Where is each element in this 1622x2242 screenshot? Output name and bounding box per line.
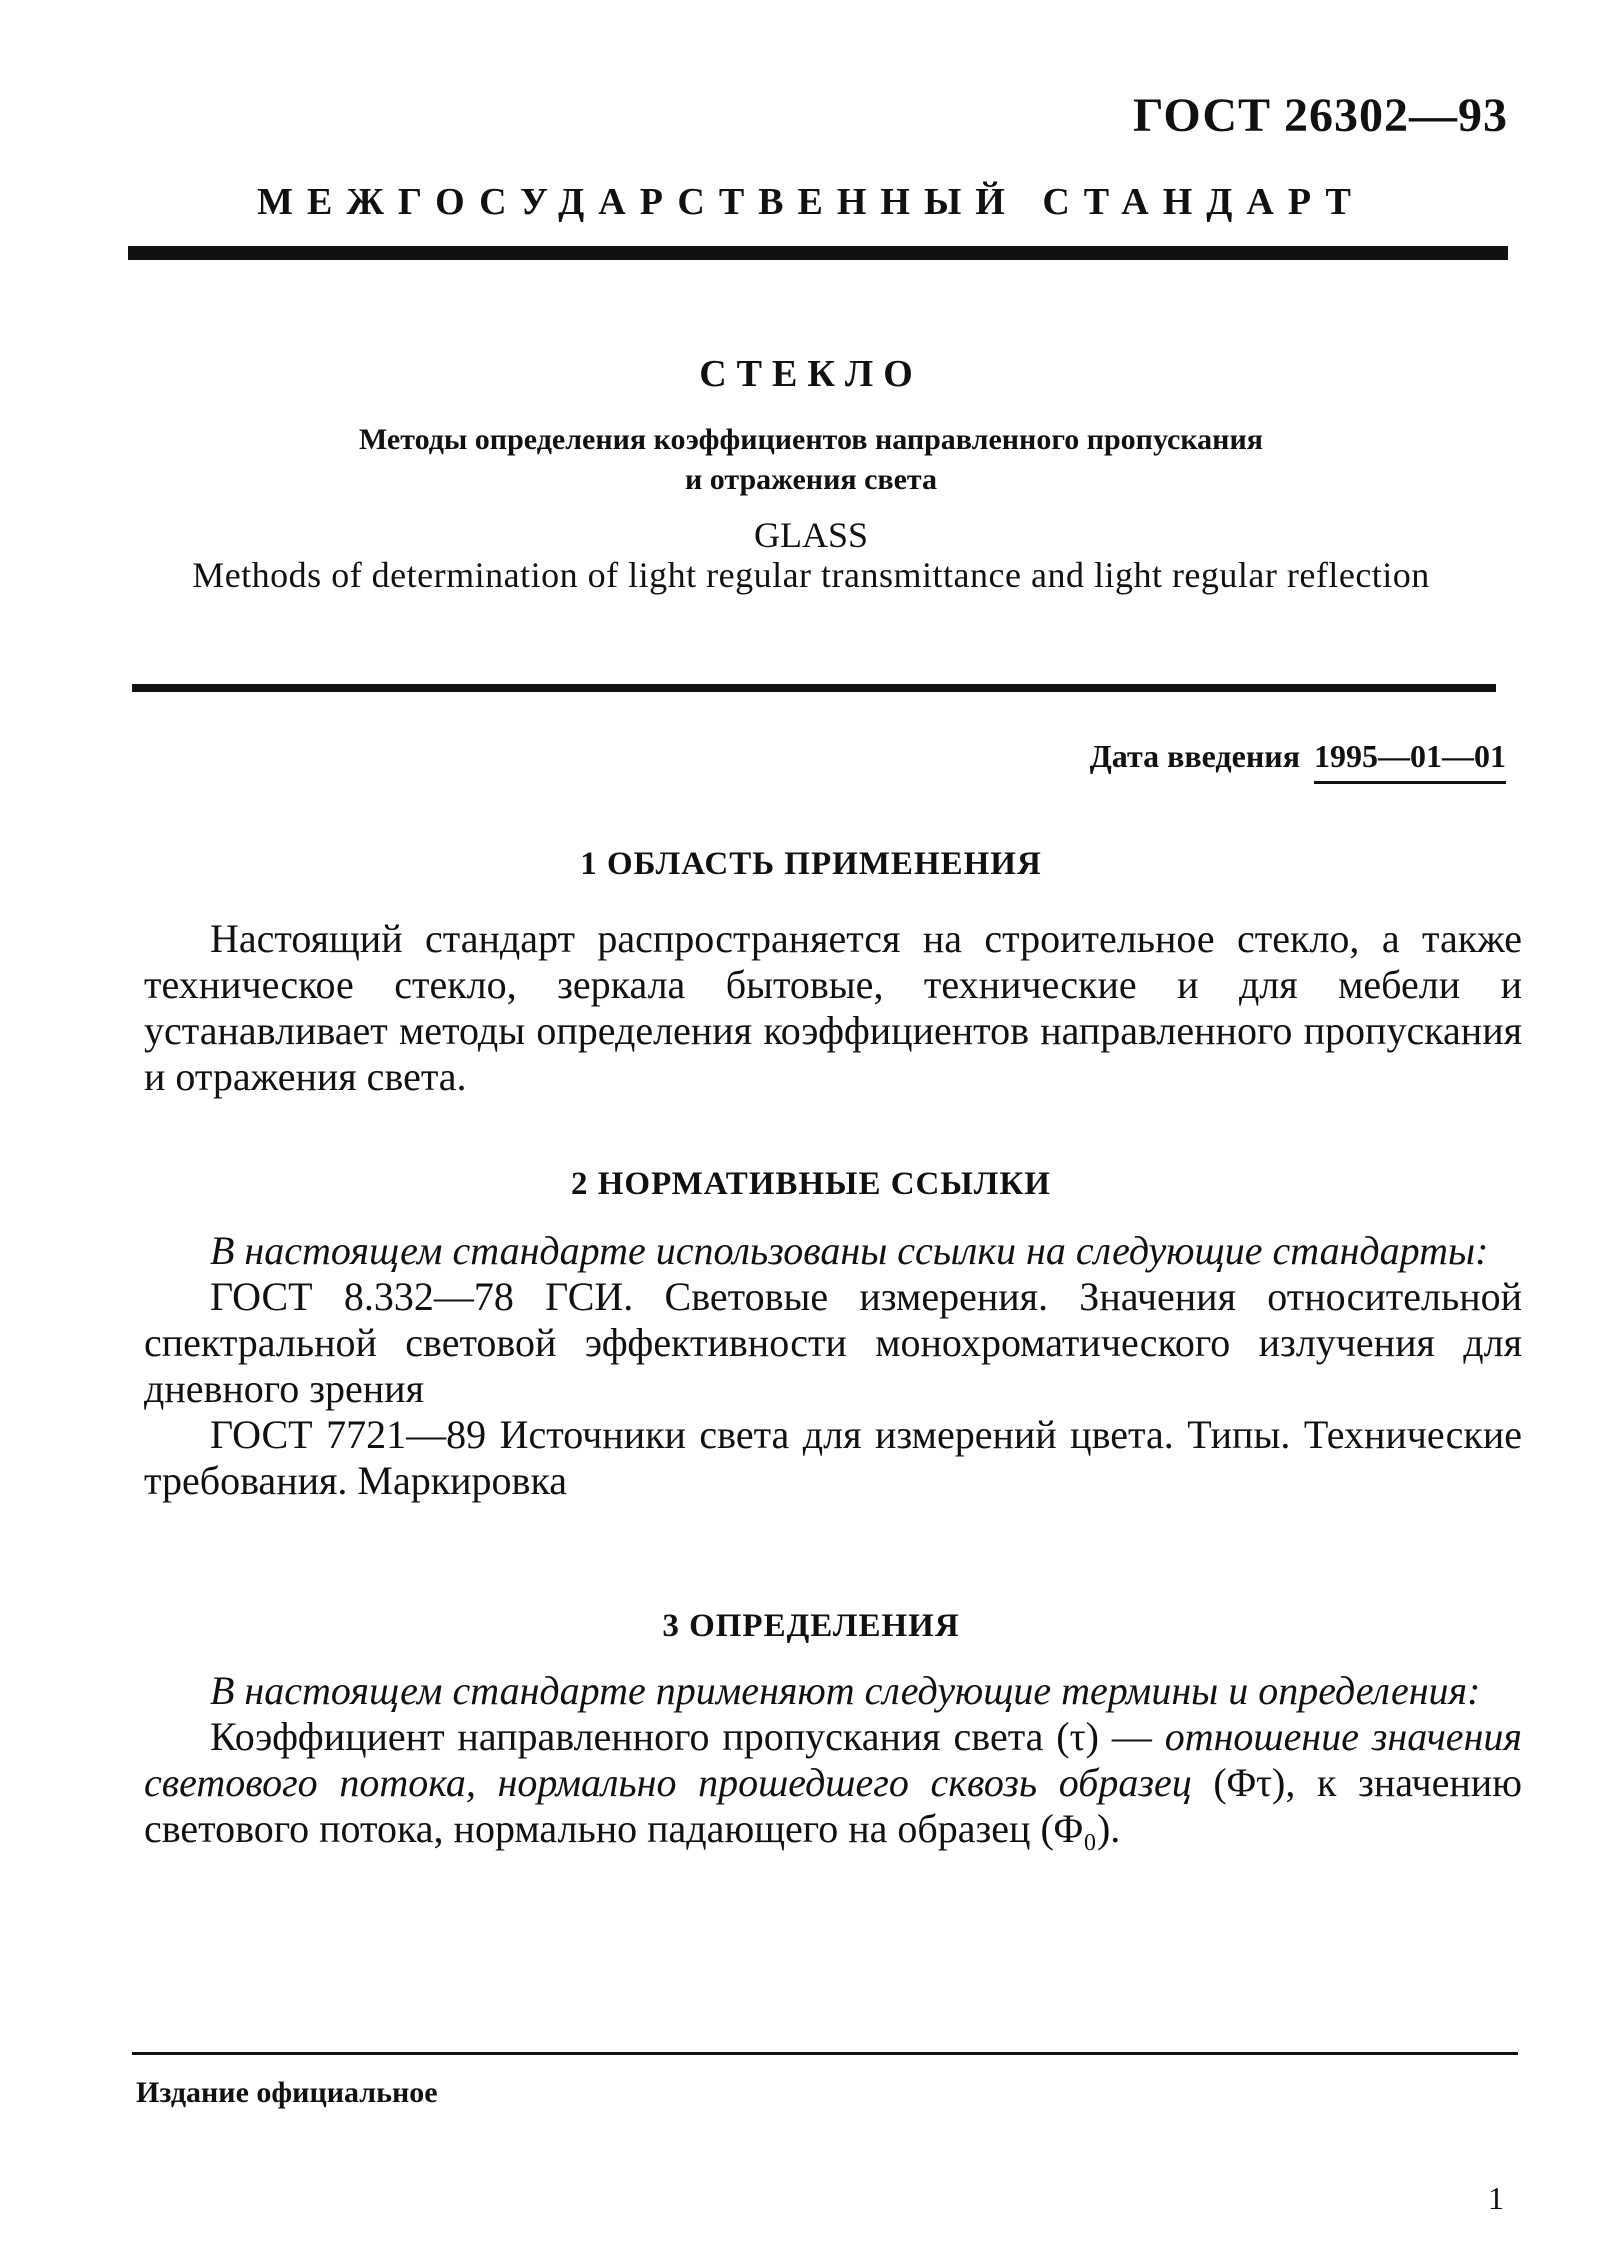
definition-text-1: отношение значения светового потока, нормально прошедшего сквозь образец — [144, 1714, 1523, 1805]
interstate-standard-label: МЕЖГОСУДАРСТВЕННЫЙ СТАНДАРТ — [257, 181, 1365, 223]
footer-rule — [132, 2052, 1518, 2055]
subtitle-ru-line-2: и отражения света — [684, 463, 938, 496]
title-rule — [132, 684, 1496, 692]
document-subtitle-en: Methods of determination of light regular transmittance and light regular reflection — [192, 555, 1430, 595]
section-3-definition — [144, 1714, 1522, 1852]
section-2-reference-2: ГОСТ 7721—89 Источники света для измерений цвета. Типы. Технические требования. Маркировка — [144, 1412, 1522, 1503]
document-title-ru: СТЕКЛО — [699, 353, 923, 395]
definition-end: . — [1110, 1806, 1121, 1851]
definition-term: Коэффициент направленного пропускания света — [210, 1714, 1044, 1759]
definition-flux-incident: (Φ₀) — [1040, 1806, 1111, 1851]
document-title-en: GLASS — [753, 515, 869, 555]
section-2-text — [144, 1228, 1522, 1504]
introduction-date-label: Дата введения — [1089, 738, 1300, 774]
official-edition-label: Издание официальное — [136, 2076, 438, 2109]
page-number: 1 — [1488, 2180, 1504, 2216]
subtitle-ru-line-1: Методы определения коэффициентов направленного пропускания — [359, 423, 1263, 456]
section-1-heading: 1 ОБЛАСТЬ ПРИМЕНЕНИЯ — [580, 846, 1042, 882]
header-rule — [128, 246, 1508, 260]
definition-text-2: , к значению светового потока, нормально падающего на образец — [144, 1760, 1523, 1851]
section-3-intro: В настоящем стандарте применяют следующие термины и определения: — [210, 1668, 1481, 1713]
standard-number: ГОСТ 26302—93 — [1133, 89, 1508, 142]
introduction-date-value: 1995—01—01 — [1314, 738, 1506, 784]
section-1-paragraph: Настоящий стандарт распространяется на строительное стекло, а также техническое стекло, зеркала бытовые, технические и для мебели и устанавливает методы определения коэффициентов направленного пропускания и отражения света. — [144, 916, 1522, 1099]
section-2-reference-1: ГОСТ 8.332—78 ГСИ. Световые измерения. Значения относительной спектральной световой эффективности монохроматического излучения для дневного зрения — [144, 1274, 1522, 1411]
definition-symbol: (τ) — — [1056, 1714, 1152, 1759]
definition-flux-transmitted: (Φτ) — [1213, 1760, 1286, 1805]
document-subtitle-ru — [0, 420, 1622, 500]
section-3-heading: 3 ОПРЕДЕЛЕНИЯ — [662, 1608, 960, 1644]
section-1-text — [144, 916, 1522, 1100]
section-3-text — [144, 1668, 1522, 1852]
section-2-heading: 2 НОРМАТИВНЫЕ ССЫЛКИ — [571, 1166, 1051, 1202]
section-2-intro: В настоящем стандарте использованы ссылки на следующие стандарты: — [210, 1228, 1489, 1273]
introduction-date — [1090, 738, 1506, 784]
